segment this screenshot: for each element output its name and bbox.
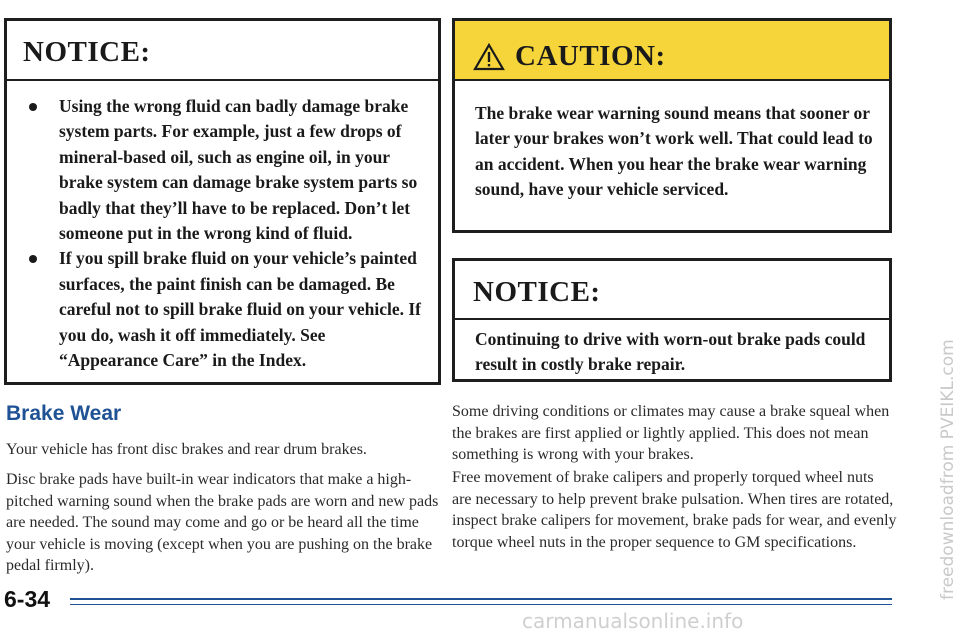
section-heading: Brake Wear bbox=[6, 402, 122, 425]
bullet-icon bbox=[29, 103, 37, 111]
caution-box bbox=[452, 18, 892, 233]
notice-box-right bbox=[452, 258, 892, 382]
paragraph-calipers: Free movement of brake calipers and properly torqued wheel nuts are necessary to help prevent brake pulsation. When tires are rotated, inspect brake calipers for movement, brake pads for wear, and evenly torque wheel nuts in the proper sequence to GM specifications. bbox=[452, 469, 897, 551]
paragraph-brake-squeal: Some driving conditions or climates may cause a brake squeal when the brakes are first applied or lightly applied. This does not mean something is wrong with your brakes. bbox=[452, 403, 890, 464]
paragraph-wear-indicators: Disc brake pads have built-in wear indicators that make a high-pitched warning sound when the brake pads are worn and new pads are needed. The sound may come and go or be heard all the time your vehicle is moving (except when you are pushing on the brake pedal firmly). bbox=[6, 471, 439, 575]
footer-rule bbox=[70, 598, 892, 600]
bottom-watermark: carmanualsonline.info bbox=[522, 609, 744, 633]
caution-title: CAUTION: bbox=[515, 40, 666, 72]
side-watermark: freedownloadfrom PVEIKL.com bbox=[938, 339, 958, 600]
page-number: 6-34 bbox=[4, 586, 51, 612]
caution-header bbox=[455, 21, 889, 81]
notice-bullet-2 bbox=[29, 246, 422, 373]
bullet-icon bbox=[29, 255, 37, 263]
notice-box-left bbox=[4, 18, 441, 385]
notice-bullet-2-text: If you spill brake fluid on your vehicle’s painted surfaces, the paint finish can be damaged. Be careful not to spill brake fluid on your vehicle. If you do, wash it off immediately. See “Appearance Care” in the Index. bbox=[59, 248, 422, 371]
paragraph-brake-types: Your vehicle has front disc brakes and rear drum brakes. bbox=[6, 441, 367, 458]
warning-triangle-icon bbox=[473, 43, 505, 71]
notice-title-right: NOTICE: bbox=[455, 261, 889, 320]
caution-body: The brake wear warning sound means that sooner or later your brakes won’t work well. That could lead to an accident. When you hear the brake wear warning sound, have your vehicle serviced. bbox=[475, 103, 873, 200]
notice-body-right: Continuing to drive with worn-out brake pads could result in costly brake repair. bbox=[475, 329, 866, 375]
notice-bullet-1-text: Using the wrong fluid can badly damage brake system parts. For example, just a few drops of mineral-based oil, such as engine oil, in your brake system can damage brake system parts so badly that they’ll have to be replaced. Don’t let someone put in the wrong kind of fluid. bbox=[59, 96, 418, 244]
notice-title-left: NOTICE: bbox=[7, 21, 438, 81]
footer-rule-thin bbox=[70, 604, 892, 605]
notice-body-left bbox=[7, 81, 438, 373]
notice-bullet-1 bbox=[29, 94, 422, 246]
